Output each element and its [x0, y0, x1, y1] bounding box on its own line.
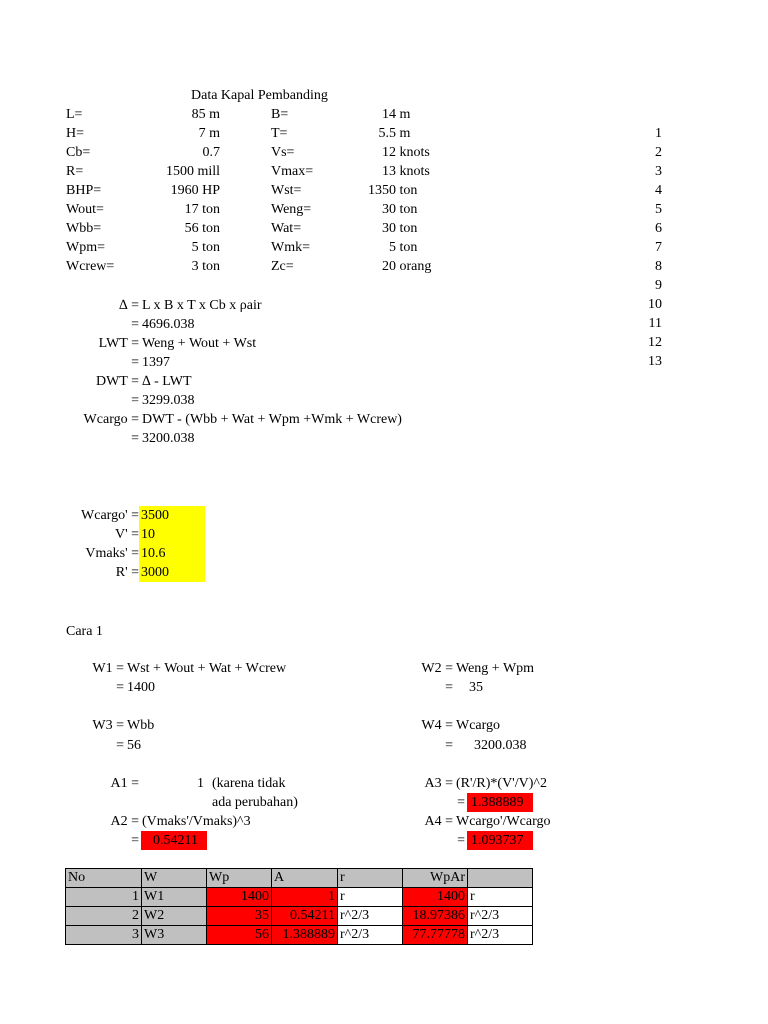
w2-label: W2 = — [421, 661, 453, 676]
input-value: 10.6 — [139, 544, 205, 563]
input-label: R' = — [115, 565, 139, 580]
calc-label: DWT = — [95, 374, 139, 389]
a1-note-cont: ada perubahan) — [212, 795, 298, 810]
spec-value: 0.7 — [202, 145, 220, 160]
spec-label: R= — [66, 164, 84, 179]
table-row — [66, 888, 533, 907]
spec-unit: ton — [396, 221, 418, 236]
row-a-cell: 0.54211 — [272, 907, 338, 926]
a2-label: A2 = — [110, 814, 139, 829]
spec-number: 20 — [382, 259, 396, 274]
row-wpar-cell: 1400 — [403, 888, 468, 907]
col-header-r: r — [338, 869, 403, 888]
row-number: 5 — [655, 202, 662, 217]
row-number: 6 — [655, 221, 662, 236]
input-label: Vmaks' = — [85, 546, 139, 561]
page-title: Data Kapal Pembanding — [191, 88, 328, 103]
calc-expression: Weng + Wout + Wst — [142, 336, 257, 351]
row-number: 1 — [655, 126, 662, 141]
a3-eq: = — [457, 795, 465, 810]
spec-value: 3 ton — [191, 259, 220, 274]
calc-expression: ∆ - LWT — [142, 374, 192, 389]
input-value: 10 — [139, 525, 205, 544]
spec-label: Weng= — [271, 202, 312, 217]
spec-label: Wst= — [271, 183, 302, 198]
section-heading: Cara 1 — [66, 624, 103, 639]
row-unit-cell: r — [468, 888, 533, 907]
spec-number: 30 — [382, 202, 396, 217]
spec-value — [300, 162, 540, 181]
col-header-w: W — [142, 869, 207, 888]
calc-expression: 1397 — [142, 355, 170, 370]
spec-label: Zc= — [271, 259, 294, 274]
a4-eq: = — [457, 833, 465, 848]
spec-number: 5.5 — [378, 126, 396, 141]
spec-number: 1350 — [368, 183, 396, 198]
spec-label: Wmk= — [271, 240, 310, 255]
spec-value — [300, 143, 540, 162]
spec-unit: m — [396, 107, 411, 122]
row-wpar-cell: 77.77778 — [403, 926, 468, 945]
w1-value: 1400 — [127, 680, 155, 695]
w1-eq: = — [116, 680, 124, 695]
spec-unit: ton — [396, 202, 418, 217]
row-w-cell: W3 — [142, 926, 207, 945]
calc-label: = — [131, 393, 139, 408]
spec-value — [300, 200, 540, 219]
a4-label: A4 = — [424, 814, 453, 829]
table-row — [66, 907, 533, 926]
row-number: 13 — [648, 354, 662, 369]
spec-label: Wpm= — [66, 240, 105, 255]
spec-unit: knots — [396, 164, 430, 179]
spec-number: 13 — [382, 164, 396, 179]
row-number: 4 — [655, 183, 662, 198]
weight-table — [65, 868, 533, 945]
a1-value: 1 — [197, 776, 204, 791]
row-w-cell: W2 — [142, 907, 207, 926]
w3-expr: Wbb — [127, 718, 155, 733]
row-number: 11 — [648, 316, 662, 331]
spec-value: 56 ton — [184, 221, 220, 236]
row-r-cell: r — [338, 888, 403, 907]
w4-value: 3200.038 — [474, 738, 527, 753]
a2-value: 0.54211 — [141, 831, 207, 850]
spec-label: Vmax= — [271, 164, 314, 179]
spec-label: T= — [271, 126, 288, 141]
w4-expr: Wcargo — [456, 718, 501, 733]
row-r-cell: r^2/3 — [338, 907, 403, 926]
spec-value: 17 ton — [184, 202, 220, 217]
row-w-cell: W1 — [142, 888, 207, 907]
row-number: 2 — [655, 145, 662, 160]
spec-label: Vs= — [271, 145, 295, 160]
a3-expr: (R'/R)*(V'/V)^2 — [456, 776, 547, 791]
a3-value: 1.388889 — [467, 793, 533, 812]
calc-label: Wcargo = — [83, 412, 139, 427]
calc-label: ∆ = — [119, 298, 139, 313]
input-value: 3500 — [139, 506, 205, 525]
spec-value — [300, 181, 540, 200]
col-header-wpar: WpAr — [403, 869, 468, 888]
spec-value: 85 m — [191, 107, 220, 122]
spec-label: BHP= — [66, 183, 102, 198]
spec-unit: knots — [396, 145, 430, 160]
col-header-a: A — [272, 869, 338, 888]
spec-unit: ton — [396, 240, 418, 255]
row-number: 3 — [655, 164, 662, 179]
calc-label: LWT = — [98, 336, 139, 351]
w3-label: W3 = — [92, 718, 124, 733]
spec-value: 5 ton — [191, 240, 220, 255]
calc-label: = — [131, 355, 139, 370]
spec-label: Wbb= — [66, 221, 102, 236]
w4-eq: = — [445, 738, 453, 753]
calc-label: = — [131, 317, 139, 332]
spec-value: 1960 HP — [170, 183, 220, 198]
spec-value: 1500 mill — [165, 164, 220, 179]
spec-label: L= — [66, 107, 83, 122]
row-a-cell: 1 — [272, 888, 338, 907]
spec-unit: m — [396, 126, 411, 141]
row-wp-cell: 1400 — [207, 888, 272, 907]
spec-label: H= — [66, 126, 85, 141]
input-label: Wcargo' = — [81, 508, 139, 523]
table-header-row — [66, 869, 533, 888]
spec-label: B= — [271, 107, 289, 122]
row-no-cell: 3 — [66, 926, 142, 945]
w1-expr: Wst + Wout + Wat + Wcrew — [127, 661, 287, 676]
input-label: V' = — [114, 527, 139, 542]
w4-label: W4 = — [421, 718, 453, 733]
spec-label: Cb= — [66, 145, 91, 160]
calc-expression: 3200.038 — [142, 431, 195, 446]
row-r-cell: r^2/3 — [338, 926, 403, 945]
calc-expression: L x B x T x Cb x ρair — [142, 298, 262, 313]
row-no-cell: 1 — [66, 888, 142, 907]
calc-expression: 4696.038 — [142, 317, 195, 332]
spec-label: Wat= — [271, 221, 302, 236]
w3-value: 56 — [127, 738, 141, 753]
a4-expr: Wcargo'/Wcargo — [456, 814, 551, 829]
spec-value — [300, 238, 540, 257]
a2-expr: (Vmaks'/Vmaks)^3 — [142, 814, 251, 829]
row-wpar-cell: 18.97386 — [403, 907, 468, 926]
col-header-unit — [468, 869, 533, 888]
row-number: 9 — [655, 278, 662, 293]
spec-label: Wcrew= — [66, 259, 115, 274]
a1-label: A1 = — [110, 776, 139, 791]
table-row — [66, 926, 533, 945]
row-number: 7 — [655, 240, 662, 255]
w2-expr: Weng + Wpm — [456, 661, 535, 676]
a3-label: A3 = — [424, 776, 453, 791]
row-unit-cell: r^2/3 — [468, 907, 533, 926]
spec-number: 30 — [382, 221, 396, 236]
calc-label: = — [131, 431, 139, 446]
calc-expression: 3299.038 — [142, 393, 195, 408]
row-number: 8 — [655, 259, 662, 274]
w2-eq: = — [445, 680, 453, 695]
spec-unit: ton — [396, 183, 418, 198]
row-wp-cell: 35 — [207, 907, 272, 926]
spec-value — [300, 257, 540, 276]
w3-eq: = — [116, 738, 124, 753]
w1-label: W1 = — [92, 661, 124, 676]
row-unit-cell: r^2/3 — [468, 926, 533, 945]
a2-eq: = — [131, 833, 139, 848]
spec-number: 5 — [389, 240, 396, 255]
spec-value — [300, 105, 540, 124]
spec-unit: orang — [396, 259, 432, 274]
row-a-cell: 1.388889 — [272, 926, 338, 945]
spec-number: 14 — [382, 107, 396, 122]
spec-number: 12 — [382, 145, 396, 160]
a1-note: (karena tidak — [212, 776, 286, 791]
w2-value: 35 — [469, 680, 483, 695]
col-header-wp: Wp — [207, 869, 272, 888]
col-header-no: No — [66, 869, 142, 888]
spec-label: Wout= — [66, 202, 104, 217]
spec-value — [300, 124, 540, 143]
a4-value: 1.093737 — [467, 831, 533, 850]
calc-expression: DWT - (Wbb + Wat + Wpm +Wmk + Wcrew) — [142, 412, 402, 427]
spec-value — [300, 219, 540, 238]
row-number: 12 — [648, 335, 662, 350]
row-no-cell: 2 — [66, 907, 142, 926]
spec-value: 7 m — [198, 126, 220, 141]
row-number: 10 — [648, 297, 662, 312]
input-value: 3000 — [139, 563, 205, 582]
row-wp-cell: 56 — [207, 926, 272, 945]
